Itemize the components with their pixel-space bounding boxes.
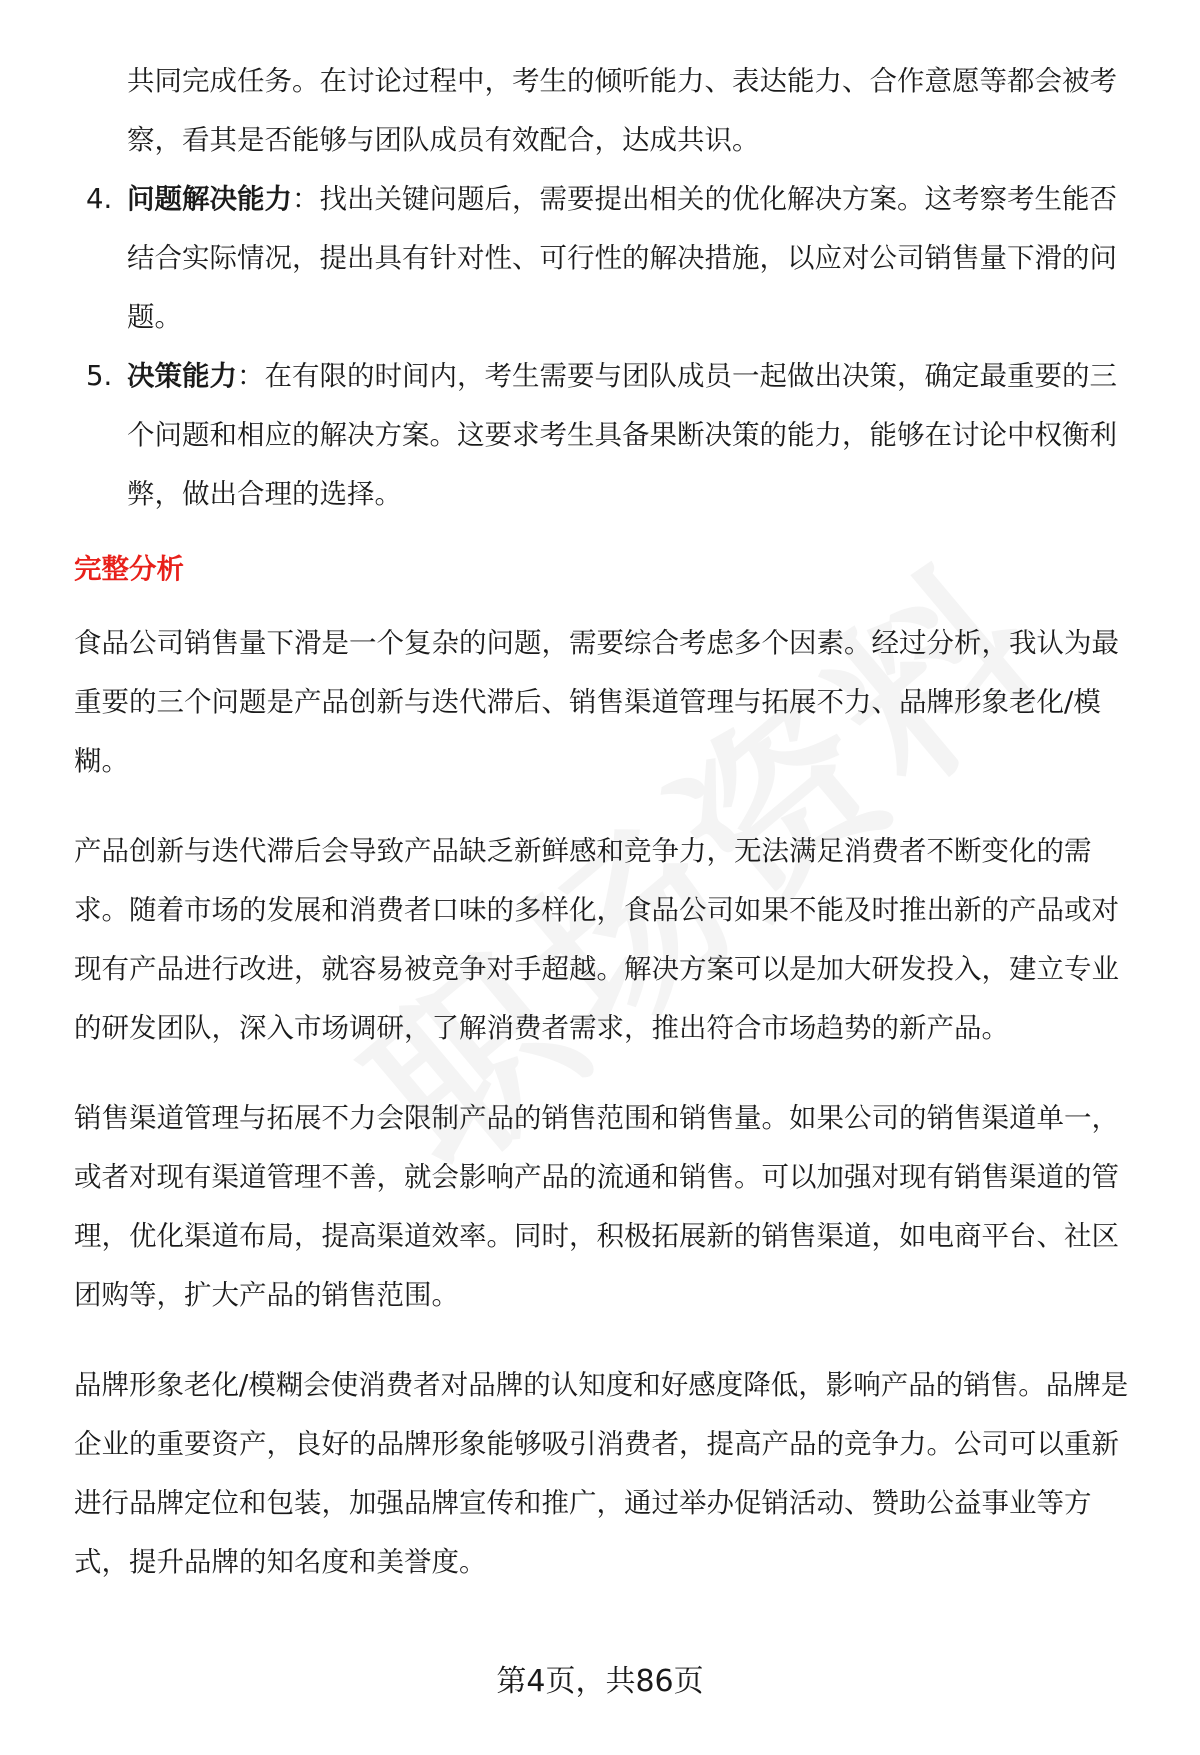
section-heading: 完整分析 — [74, 553, 184, 585]
list-description: ：在有限的时间内，考生需要与团队成员一起做出决策，确定最重要的三个问题和相应的解决方案。这要求考生具备果断决策的能力，能够在讨论中权衡利弊，做出合理的选择。 — [127, 360, 1117, 510]
list-number: 5. — [86, 360, 113, 392]
continuation-paragraph: 共同完成任务。在讨论过程中，考生的倾听能力、表达能力、合作意愿等都会被考察，看其是否能够与团队成员有效配合，达成共识。 — [127, 65, 1117, 156]
paragraph: 销售渠道管理与拓展不力会限制产品的销售范围和销售量。如果公司的销售渠道单一，或者对现有渠道管理不善，就会影响产品的流通和销售。可以加强对现有销售渠道的管理，优化渠道布局，提高渠道效率。同时，积极拓展新的销售渠道，如电商平台、社区团购等，扩大产品的销售范围。 — [74, 1102, 1119, 1311]
list-title: 决策能力 — [127, 360, 237, 392]
list-item — [74, 170, 1144, 347]
list-number: 4. — [86, 183, 113, 215]
list-title: 问题解决能力 — [127, 183, 292, 215]
paragraph: 食品公司销售量下滑是一个复杂的问题，需要综合考虑多个因素。经过分析，我认为最重要的三个问题是产品创新与迭代滞后、销售渠道管理与拓展不力、品牌形象老化/模糊。 — [74, 627, 1119, 777]
list-text — [127, 170, 1144, 347]
list-description: ：找出关键问题后，需要提出相关的优化解决方案。这考察考生能否结合实际情况，提出具有针对性、可行性的解决措施，以应对公司销售量下滑的问题。 — [127, 183, 1117, 333]
list-item — [74, 347, 1144, 524]
paragraph: 产品创新与迭代滞后会导致产品缺乏新鲜感和竞争力，无法满足消费者不断变化的需求。随着市场的发展和消费者口味的多样化，食品公司如果不能及时推出新的产品或对现有产品进行改进，就容易被竞争对手超越。解决方案可以是加大研发投入，建立专业的研发团队，深入市场调研，了解消费者需求，推出符合市场趋势的新产品。 — [74, 835, 1119, 1044]
document-body — [74, 52, 1144, 1592]
paragraph: 品牌形象老化/模糊会使消费者对品牌的认知度和好感度降低，影响产品的销售。品牌是企业的重要资产，良好的品牌形象能够吸引消费者，提高产品的竞争力。公司可以重新进行品牌定位和包装，加强品牌宣传和推广，通过举办促销活动、赞助公益事业等方式，提升品牌的知名度和美誉度。 — [74, 1369, 1129, 1578]
page-number: 第4页，共86页 — [496, 1664, 704, 1699]
list-text — [127, 347, 1144, 524]
